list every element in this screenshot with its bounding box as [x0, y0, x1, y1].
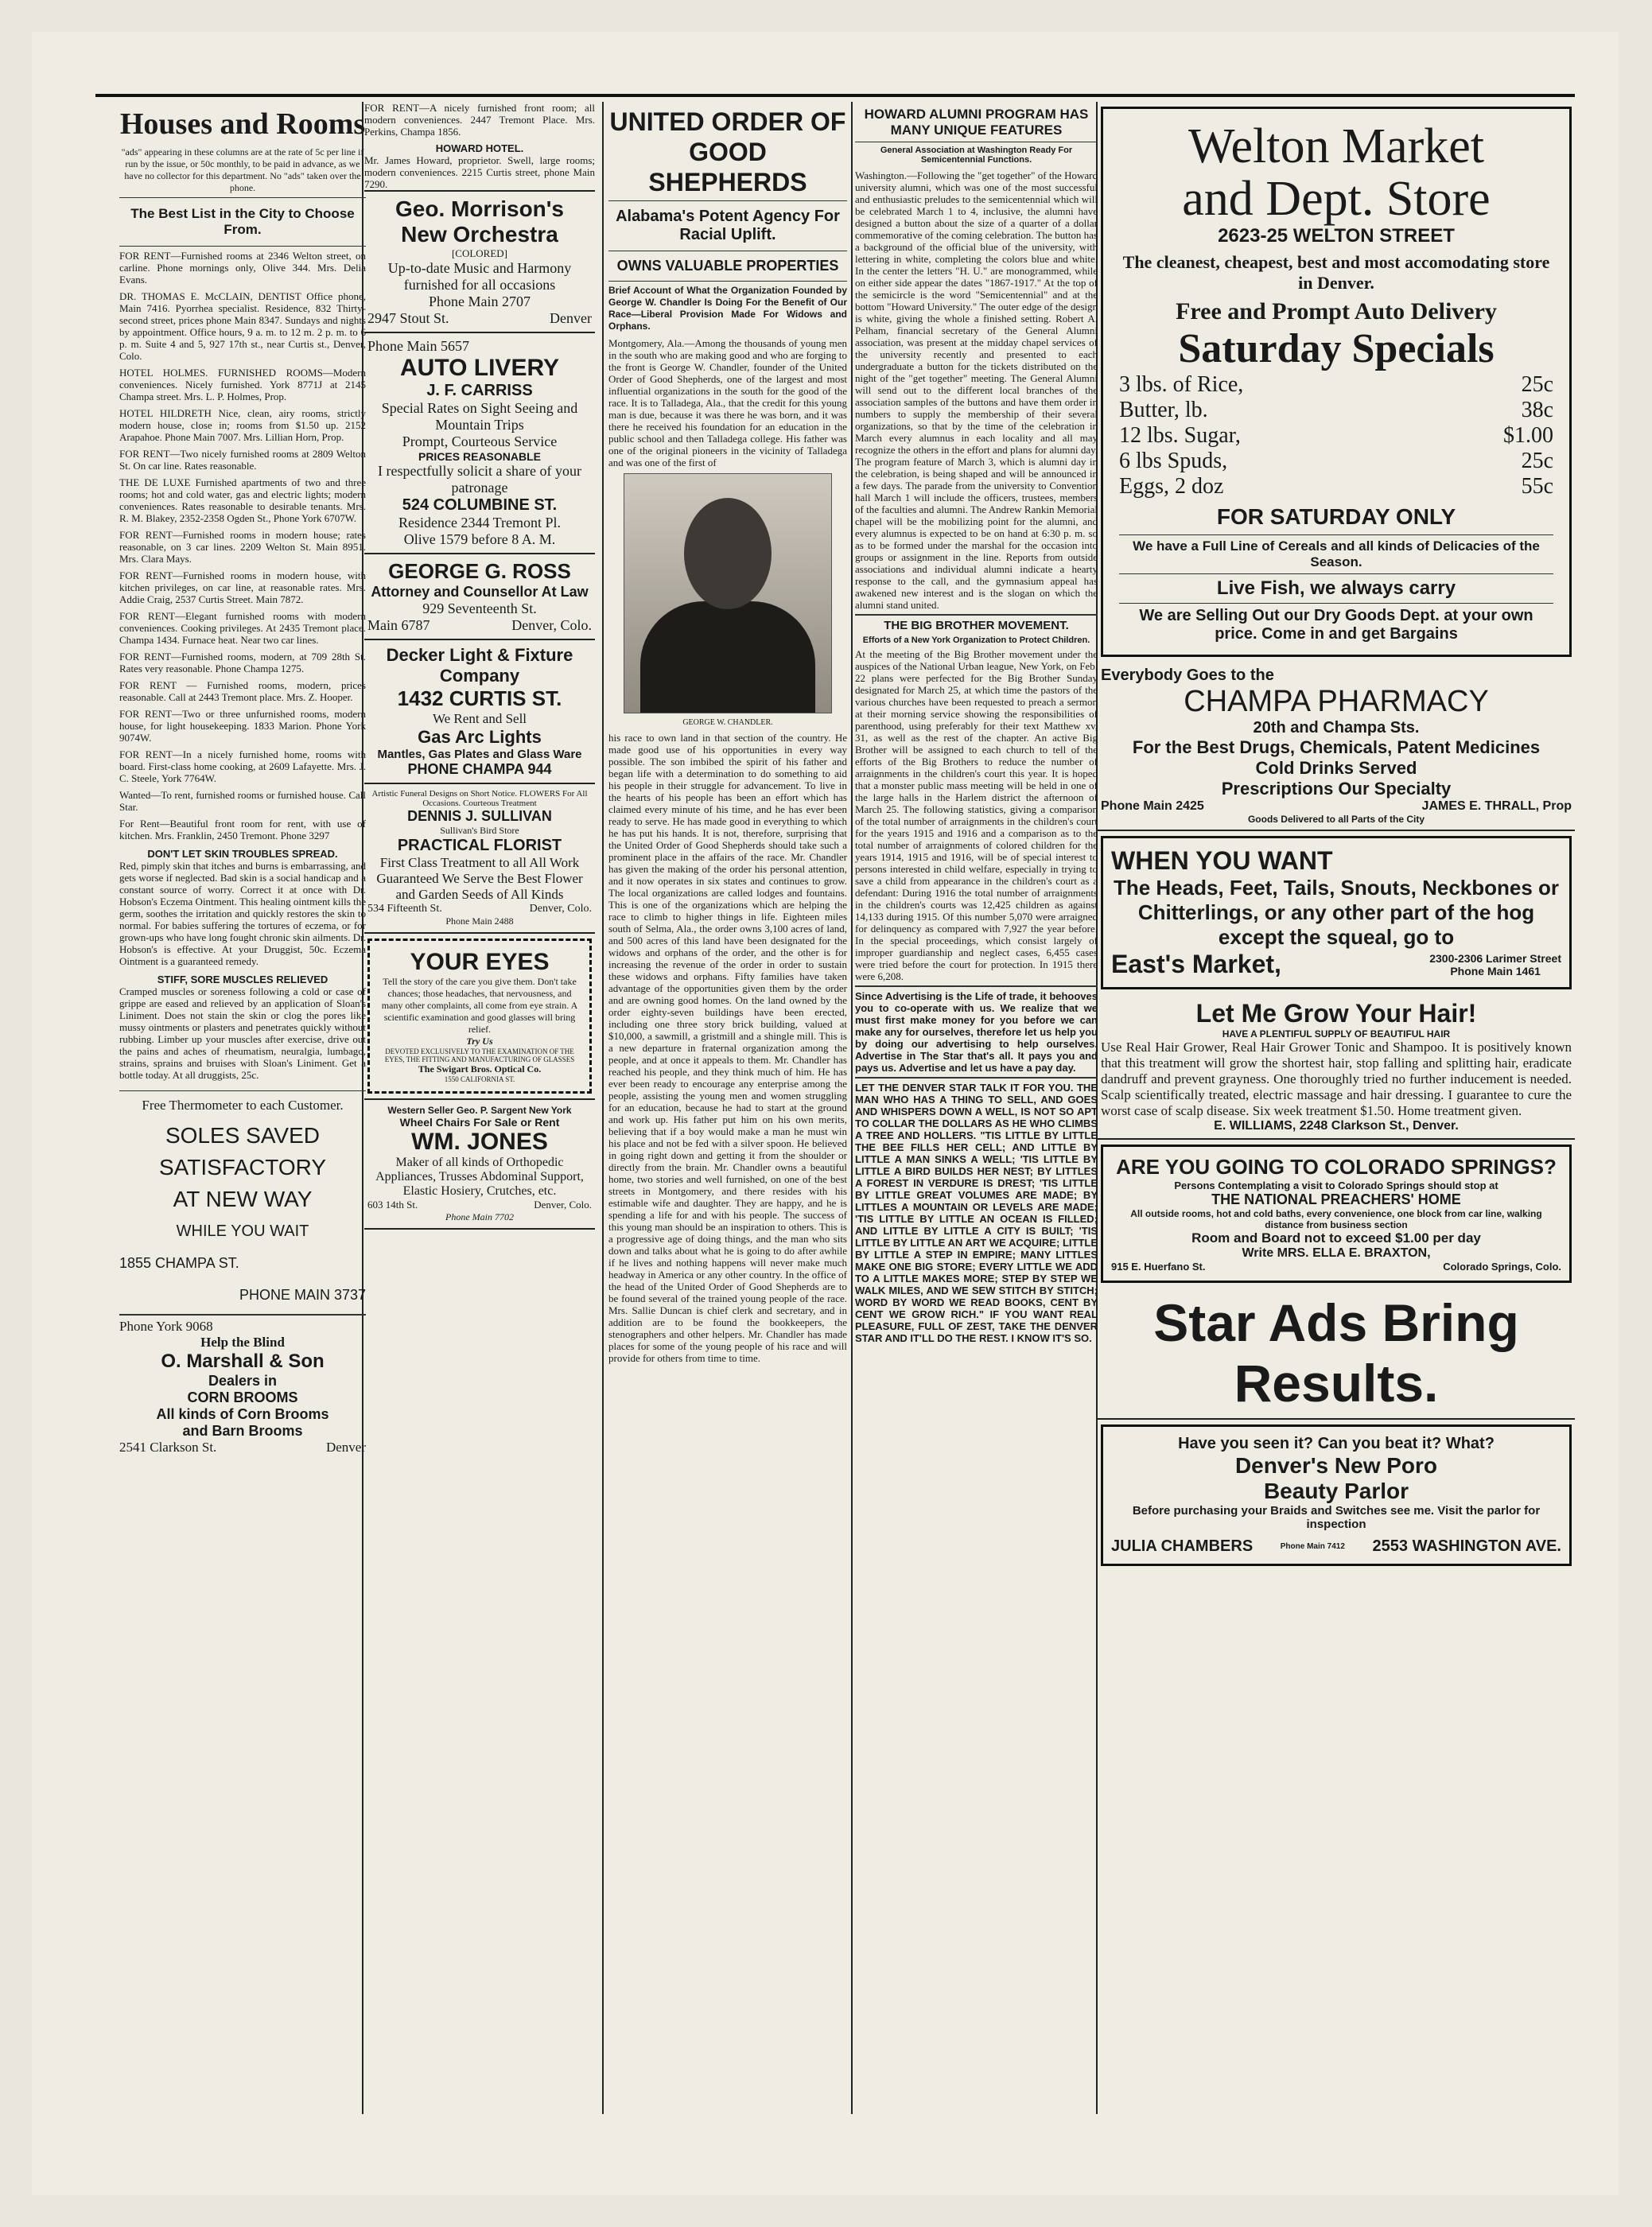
listing-item: FOR RENT — Furnished rooms, modern, prices reasonable. Call at 2443 Tremont place. Mrs. Z. Hooper. [119, 679, 366, 703]
livery-ad: Phone Main 5657 AUTO LIVERY J. F. CARRISS Special Rates on Sight Seeing and Mountain Trips Prompt, Courteous Service PRICES REASONABLE I respectfully solicit a share of your patronage 524 COLUMBINE ST. Residence 2344 Tremont Pl. Olive 1579 before 8 A. M. [364, 333, 595, 554]
thermometer: Free Thermometer to each Customer. [142, 1098, 344, 1113]
photo-caption: GEORGE W. CHANDLER. [682, 718, 773, 727]
top-rule [95, 94, 1575, 97]
portrait-photo [624, 473, 832, 713]
subhead-1: Alabama's Potent Agency For Racial Uplift. [616, 208, 840, 243]
price-row [1119, 398, 1553, 423]
subhead-2: OWNS VALUABLE PROPERTIES [616, 258, 839, 274]
column-shepherds [608, 102, 847, 2114]
eyes-ad: YOUR EYES Tell the story of the care you give them. Don't take chances; those headaches, that nervousness, and many other complaints, all come from eye strain. A scientific examination and good glasses will bring relief. Try Us DEVOTED EXCLUSIVELY TO THE EXAMINATION OF THE EYES, THE FITTING AND MANUFACTURING OF GLASSES The Swigart Bros. Optical Co. 1550 CALIFORNIA ST. [367, 939, 592, 1094]
soles-ad: SOLES SAVED SATISFACTORY AT NEW WAY WHILE YOU WAIT 1855 CHAMPA ST. PHONE MAIN 3737 [119, 1123, 366, 1303]
listing-item: FOR RENT—Furnished rooms in modern house, with kitchen privileges, on car line, at reasonable rates. Mrs. Addie Craig, 2537 Curtis Street. Main 7872. [119, 569, 366, 605]
star-poem: LET THE DENVER STAR TALK IT FOR YOU. THE MAN WHO HAS A THING TO SELL, AND GOES AND WHISPERS DOWN A WELL, IS NOT SO APT TO COLLAR THE DOLLARS AS HE WHO CLIMBS A TREE AND HOLLERS. "TIS LITTLE BY LITTLE THE BEE FILLS HER CELL; AND LITTLE BY LITTLE A MAN SINKS A WELL; 'TIS LITTLE BY LITTLE A BIRD BUILDS HER NEST; BY LITTLES A FOREST IN VERDURE IS DREST; 'TIS LITTLE BY LITTLE GREAT VOLUMES ARE MADE; BY LITTLES A MOUNTAIN OR LEVELS ARE MADE; 'TIS LITTLE BY LITTLE AN OCEAN IS FILLED; AND LITTLE BY LITTLE A CITY IS BUILT; 'TIS LITTLE BY LITTLE AN ART WE ACQUIRE; LITTLE BY LITTLE A STEP IN EMPIRE; MANY LITTLES MAKE ONE BIG STORE; EVERY LITTLE WE ADD TO A LITTLE MAKES MORE; STEP BY STEP WE WALK MILES, AND WE SEW STITCH BY STITCH; WORD BY WORD WE READ BOOKS, CENT BY CENT WE GROW RICH." IF YOU WANT REAL PLEASURE, FULL OF ZEST, TAKE THE DENVER STAR AND IT'LL DO THE REST. I KNOW IT'S SO. [855, 1082, 1098, 1344]
best-list: The Best List in the City to Choose From. [130, 206, 355, 237]
listing-item: FOR RENT—Furnished rooms at 2346 Welton street, on carline. Phone mornings only, Olive 344. Mrs. Delia Evans. [119, 250, 366, 286]
listing-item: DR. THOMAS E. McCLAIN, DENTIST Office phone, Main 7416. Pyorrhea specialist. Residence, 832 Thirty-second street, prices phone Main 8347. Sundays and nights by appointment. Office hours, 9 a. m. to 12 m. 2 p. m. to 6 p. m. Suite 4 and 5, 927 17th st., near Curtis st., Denver, Colo. [119, 290, 366, 362]
price-value: 38c [1521, 398, 1553, 422]
column-houses [119, 102, 366, 2114]
listing-item: FOR RENT—Furnished rooms, modern, at 709 28th St. Rates very reasonable. Phone Champa 1275. [119, 651, 366, 674]
column-ads [364, 102, 595, 2114]
listing-item: HOTEL HILDRETH Nice, clean, airy rooms, strictly modern house, close in; rooms from $1.50 up. 2152 Arapahoe. Phone Main 7007. Mrs. Lillian Horn, Prop. [119, 407, 366, 443]
skin-body: Red, pimply skin that itches and burns is embarrassing, and gets worse if neglected. Bad skin is a social handicap and a constant source of worry. Correct it at once with Dr. Hobson's Eczema Ointment. This healing ointment kills the germ, soothes the irritation and quickly restores the skin to normal. For babies suffering the tortures of eczema, or for grown-ups who have long fought chronic skin ailments. Dr. Hobson's is effective. At your Druggist, 50c. Eczema Ointment is a guaranteed remedy. [119, 860, 366, 967]
listing-item: FOR RENT—Two or three unfurnished rooms, modern house, for light housekeeping. 1833 Marion. Phone York 9074W. [119, 708, 366, 744]
listing-item: FOR RENT—Two nicely furnished rooms at 2809 Welton St. On car line. Rates reasonable. [119, 448, 366, 472]
howard-body: Mr. James Howard, proprietor. Swell, large rooms; modern conveniences. 2215 Curtis street, phone Main 7290. [364, 154, 595, 190]
price-row [1119, 372, 1553, 398]
big-brother-deck: Efforts of a New York Organization to Protect Children. [862, 635, 1090, 645]
skin-head: DON'T LET SKIN TROUBLES SPREAD. [147, 848, 338, 860]
column-rule [602, 102, 604, 2114]
price-item: Eggs, 2 doz [1119, 474, 1224, 499]
howard-headline: HOWARD ALUMNI PROGRAM HAS MANY UNIQUE FEATURES [864, 107, 1089, 138]
price-item: 6 lbs Spuds, [1119, 449, 1228, 473]
stiff-head: STIFF, SORE MUSCLES RELIEVED [157, 974, 328, 985]
notice: "ads" appearing in these columns are at the rate of 5c per line if run by the issue, or 50c monthly, to be paid in advance, as we have no collector for this department. No "ads" taken over the phone. [121, 146, 364, 193]
advertising-notice: Since Advertising is the Life of trade, it behooves you to co-operate with us. We realize that we must first make money for you before we can make any for ourselves, therefore let us help you by doing our advertising to help ourselves. Advertise in The Star that's all. It pays you and pays us. Advertise and let us have a pay day. [855, 990, 1098, 1074]
price-item: Butter, lb. [1119, 398, 1208, 422]
champa-ad: Everybody Goes to the CHAMPA PHARMACY 20th and Champa Sts. For the Best Drugs, Chemicals, Patent Medicines Cold Drinks Served Prescriptions Our Specialty Phone Main 2425 JAMES E. THRALL, Prop Goods Delivered to all Parts of the City [1098, 662, 1575, 831]
price-row [1119, 449, 1553, 474]
sullivan-ad: Artistic Funeral Designs on Short Notice. FLOWERS For All Occasions. Courteous Treatment DENNIS J. SULLIVAN Sullivan's Bird Store PRACTICAL FLORIST First Class Treatment to all All Work Guaranteed We Serve the Best Flower and Garden Seeds of All Kinds 534 Fifteenth St. Denver, Colo. Phone Main 2488 [364, 784, 595, 934]
section-title: Houses and Rooms [119, 107, 366, 141]
listing-item: THE DE LUXE Furnished apartments of two and three rooms; hot and cold water, gas and electric lights; modern conveniences. Rates reasonable to desirable tenants. Mrs. R. M. Blakey, 2352-2358 Ogden St., Phone York 6707W. [119, 476, 366, 524]
article-headline: UNITED ORDER OF GOOD SHEPHERDS [609, 107, 846, 196]
furnished-room: FOR RENT—A nicely furnished front room; all modern conveniences. 2447 Tremont Place. Mrs. Perkins, Champa 1856. [364, 102, 595, 138]
price-value: 55c [1521, 474, 1553, 499]
decker-ad: Decker Light & Fixture Company 1432 CURTIS ST. We Rent and Sell Gas Arc Lights Mantles, Gas Plates and Glass Ware PHONE CHAMPA 944 [364, 640, 595, 784]
article-body-2: his race to own land in that section of the country. He made good use of his opportunities in every way possible. The son imbibed the spirit of his father and began life with a determination to do something to aid his people in their struggle for advancement. To live in the hearts of his people has been an effort which has claimed every minute of his time, and he has ever been ready to serve. He has made good in everything to which he has put his hands. It is not, therefore, surprising that the United Order of Good Shepherds should take such a prominent place in the affairs of the race. Mr. Chandler has given the making of the order his personal attention, and it now operates in six states and continues to grow. The local organizations are called lodges and fountains. This is one of the organizations which are helping the race to climb to higher things in life. Eighteen miles south of Selma, Ala., the order owns 3,100 acres of land, and 500 acres of this land have been designated for the widows and orphans of the order, and the other is for increasing the revenue of the order in order to sustain these widows and orphans. Fifty families have taken advantage of the opportunities given them by the order and are owning good homes. On the land owned by the order eighty-seven buildings have been erected, including one three story brick building, valued at $10,000, a sawmill, a gristmill and a shingle mill. This is a new departure in fraternal organization among the people, and at once it appeals to them. Mr. Chandler has reached his people, and they think much of him. He has ever been ready to encourage any enterprise among the people, assisting the young men and women struggling for an education, because he had to start at the ground and work up. His father put him on his own merits, believing that if a boy would make a man he must win his place and not be fed with a silver spoon. He believed in going right down and getting it from the shoulder or directly from the brain. Mr. Chandler owns a beautiful home, two stories and well furnished, on one of the best streets in Montgomery, and there resides with his estimable wife and daughter. They are happy, and he is spending a life for and with his people. The success of this young man should be an inspiration to others. This is a progressive age of doing things, and the man who sits down and talks about what he is going to do after awhile if he lives and nothing happens will never make much headway in America or any other country. In the office of the head of the United Order of Good Shepherds are to be found several of the trained young people of the race. Mrs. Sallie Duncan is chief clerk and secretary, and in addition are to be found the bookkeepers, the stenographers and other helpers. Mr. Chandler has made places for some of the young people of his race and will provide for others from time to time. [608, 732, 847, 1364]
price-value: 25c [1521, 449, 1553, 473]
listing-item: FOR RENT—Furnished rooms in modern house; rates reasonable, on 3 car lines. 2209 Welton St. Main 8951. Mrs. Clara Mays. [119, 529, 366, 565]
howard-hotel: HOWARD HOTEL. [435, 142, 524, 154]
price-list [1119, 372, 1553, 499]
jones-ad: Western Seller Geo. P. Sargent New York Wheel Chairs For Sale or Rent WM. JONES Maker of all kinds of Orthopedic Appliances, Trusses Abdominal Support, Elastic Hosiery, Crutches, etc. 603 14th St. Denver, Colo. Phone Main 7702 [364, 1098, 595, 1230]
listing-item: FOR RENT—In a nicely furnished home, rooms with board. First-class home cooking, at 2609 Lafayette. Mrs. J. C. Steele, York 7764W. [119, 748, 366, 784]
article-deck: Brief Account of What the Organization Founded by George W. Chandler Is Doing For the Benefit of Our Race—Liberal Provision Made For Widows and Orphans. [608, 285, 847, 332]
star-ads-banner: Star Ads Bring Results. [1098, 1288, 1575, 1420]
price-row [1119, 474, 1553, 499]
springs-ad: ARE YOU GOING TO COLORADO SPRINGS? Persons Contemplating a visit to Colorado Springs should stop at THE NATIONAL PREACHERS' HOME All outside rooms, hot and cold baths, every convenience, one block from car line, walking distance from business section Room and Board not to exceed $1.00 per day Write MRS. ELLA E. BRAXTON, 915 E. Huerfano St. Colorado Springs, Colo. [1101, 1145, 1572, 1283]
column-howard [855, 102, 1098, 2114]
east-market-ad: WHEN YOU WANT The Heads, Feet, Tails, Snouts, Neckbones or Chitterlings, or any other part of the hog except the squeal, go to East's Market, 2300-2306 Larimer Street Phone Main 1461 [1101, 836, 1572, 989]
welton-ad: Welton Market and Dept. Store 2623-25 WELTON STREET The cleanest, cheapest, best and most accomodating store in Denver. Free and Prompt Auto Delivery Saturday Specials 3 lbs. of Rice, 25c Butter, lb. 38c 12 lbs. Sugar, $1.00 6 lbs Spuds, 25c Eggs, 2 doz 55c FOR SATURDAY ONLY We have a Full Line of Cereals and all kinds of Delicacies of the Season. Live Fish, we always carry We are Selling Out our Dry Goods Dept. at your own price. Come in and get Bargains [1101, 107, 1572, 657]
howard-body: Washington.—Following the "get together" of the Howard university alumni, which was one of the most successful and enthusiastic preludes to the semicentennial which will be celebrated March 1 to 4, inclusive, the alumni have designed a button about the size of a quarter of a dollar commemorative of the coming celebration. The button has a background of the official blue of the university, with lettering in white, completing the colors blue and white. In the center the letters "H. U." are monogrammed, while on either side appear the dates "1867-1917." At the top of the semicircle is the word "Semicentennial" and at the bottom "Howard University." The outer edge of the design is white, giving the whole a finished setting. Robert A. Pelham, financial secretary of the General Alumni association, was present at the midday chapel services of the university recently and presented to each undergraduate a button for the tickets distributed on the night of the "get together" meeting. The General Alumni will send out to the different local branches of the association samples of the buttons and have them order in numbers to supply the membership of their several organizations, so that by the time of the celebration in March every alumnus in each locality and all may recognize the others in the effort and plans for alumni day. The program feature of March 3, which is alumni day in the celebration, is being shaped and will be announced in a few days. The parade from the university to Convention hall March 1 will include the officers, trustees, members of the faculties and alumni. The Andrew Rankin Memorial chapel will be the mobilizing point for the alumni, and every alumnus is expected to be on hand at 6:30 p. m. so as to be formed under the marshal for the occasion into groups or assignment in the line. Reports from outside associations and individual alumni indicate a hearty response to the call, and the gymnasium appeal has awakened new interest and is the slogan on which the alumni stand united. [855, 169, 1098, 611]
big-brother-body: At the meeting of the Big Brother movement under the auspices of the National Urban league, New York, on Feb. 22 plans were perfected for the Big Brother Sunday designated for March 25, at which time the pastors of the various churches have been requested to preach a sermon at their morning service showing the responsibilities of parenthood, using preferably for their text Matthew xv, 31, as well as the rest of the chapter. An active Big Brother will be assigned to each church to tell of the efforts of the Big Brothers to reduce the number of arraignments in the children's court this year. It is hoped that a monster public mass meeting will be held in one of the large halls in the Harlem district the afternoon of March 25. The following statistics, giving a comparison of the total number of arraignments in the children's court for the years 1915 and 1916 and a comparison as to the total number of arraignments of colored children for the years 1914, 1915 and 1916, will be of special interest to persons interested in child welfare, especially in trying to save a child from appearance in the children's court as a defendant: During 1916 the total number of arraignments in the children's courts was 12,425 children as against 14,133 during 1915. Of this number 5,070 were arraigned for delinquency as compared with 7,927 the year before. In the special proceedings, which consist largely of improper guardianship and neglect cases, 6,455 cases were tried before the court for protection. In 1915 there were 6,208. [855, 648, 1098, 982]
listing-item: For Rent—Beautiful front room for rent, with use of kitchen. Mrs. Franklin, 2450 Tremont. Phone 3297 [119, 818, 366, 841]
listing-item: HOTEL HOLMES. FURNISHED ROOMS—Modern conveniences. Nicely furnished. York 8771J at 2145 Champa street. Mrs. L. P. Holmes, Prop. [119, 367, 366, 402]
price-value: 25c [1521, 372, 1553, 397]
price-item: 3 lbs. of Rice, [1119, 372, 1244, 397]
price-value: $1.00 [1503, 423, 1553, 448]
article-body-1: Montgomery, Ala.—Among the thousands of young men in the south who are making good and who are forging to the front is George W. Chandler, founder of the United Order of Good Shepherds, one of the largest and most influential organizations in the south for the good of the race. It is to Talladega, Ala., that the credit for this young man is due, because it was there he was born, and it was there he received his foundation for an education in the public school and then Talladega college. His father was one of the original pioneers in the vicinity of Talladega and was one of the first of [608, 337, 847, 468]
listing-item: Wanted—To rent, furnished rooms or furnished house. Call Star. [119, 789, 366, 813]
price-item: 12 lbs. Sugar, [1119, 423, 1241, 448]
price-row [1119, 423, 1553, 449]
listings [119, 250, 366, 841]
poro-ad: Have you seen it? Can you beat it? What? Denver's New Poro Beauty Parlor Before purchasing your Braids and Switches see me. Visit the parlor for inspection JULIA CHAMBERS Phone Main 7412 2553 WASHINGTON AVE. [1101, 1424, 1572, 1566]
big-brother-head: THE BIG BROTHER MOVEMENT. [884, 619, 1069, 632]
howard-deck: General Association at Washington Ready For Semicentennial Functions. [880, 146, 1073, 165]
ross-ad: GEORGE G. ROSS Attorney and Counsellor At Law 929 Seventeenth St. Main 6787 Denver, Colo. [364, 554, 595, 640]
stiff-body: Cramped muscles or soreness following a cold or case of grippe are eased and relieved by an application of Sloan's Liniment. Does not stain the skin or clog the pores like mussy ointments or plasters and penetrates quickly without rubbing. Limber up your muscles after exercise, drive out the pains and aches of rheumatism, neuralgia, lumbago, strains, sprains and bruises with Sloan's Liniment. Get a bottle today. At all druggists, 25c. [119, 985, 366, 1081]
morrison-ad: Geo. Morrison's New Orchestra [COLORED] Up-to-date Music and Harmony furnished for all occasions Phone Main 2707 2947 Stout St. Denver [364, 190, 595, 333]
column-rule [851, 102, 853, 2114]
column-display-ads [1098, 102, 1575, 2114]
hair-ad: Let Me Grow Your Hair! HAVE A PLENTIFUL SUPPLY OF BEAUTIFUL HAIR Use Real Hair Grower, Real Hair Grower Tonic and Shampoo. It is positively known that this treatment will grow the shortest hair, stop falling and splitting hair, eradicate dandruff and prevent grayness. One thoroughly tried no further inducement is needed. Scalp scientifically treated, electric massage and hair dressing. I guarantee to cure the worst case of scalp disease. Six week treatment $1.50. Home treatment given. E. WILLIAMS, 2248 Clarkson St., Denver. [1098, 994, 1575, 1140]
marshall-ad: Phone York 9068 Help the Blind O. Marshall & Son Dealers in CORN BROOMS All kinds of Corn Brooms and Barn Brooms 2541 Clarkson St. Denver [119, 1319, 366, 1455]
listing-item: FOR RENT—Elegant furnished rooms with modern conveniences. Cooking privileges. At 2435 Tremont place. Champa 1434. Furnace heat. Near two car lines. [119, 610, 366, 646]
